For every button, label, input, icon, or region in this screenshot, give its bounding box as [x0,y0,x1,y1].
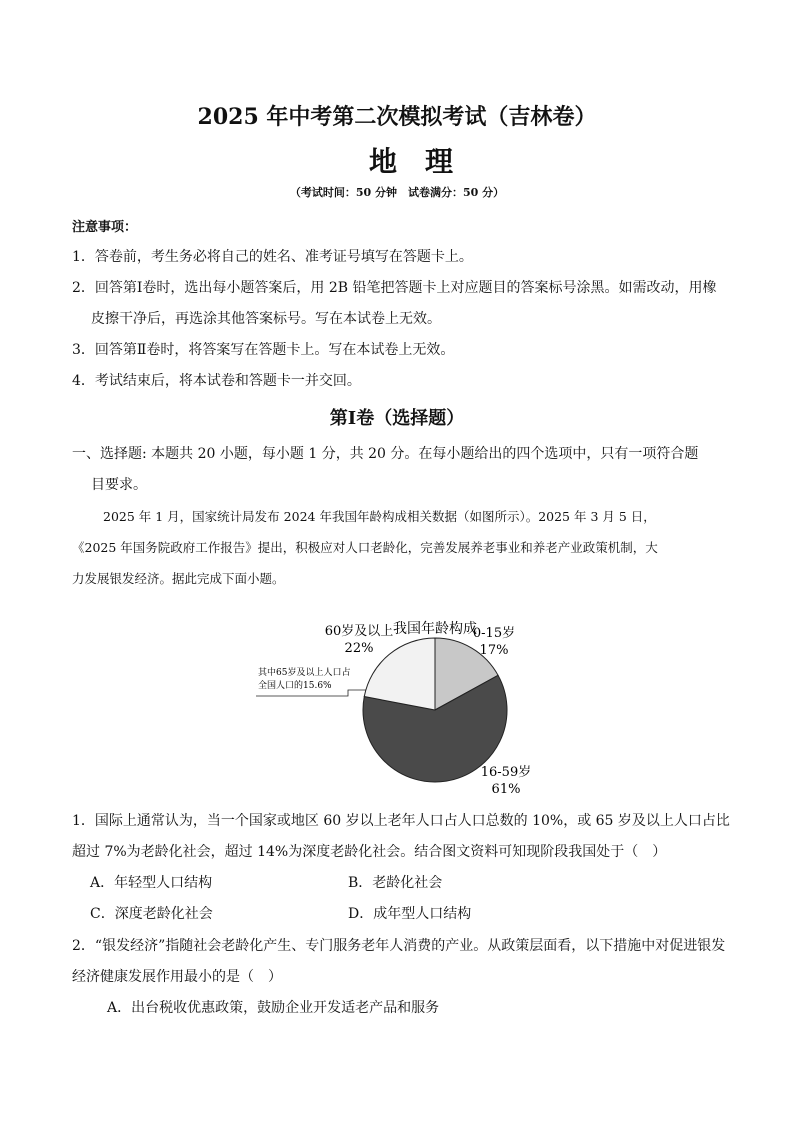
exam-title: 2025 年中考第二次模拟考试（吉林卷） [197,104,597,130]
notice-item: 4．考试结束后，将本试卷和答题卡一并交回。 [72,373,361,389]
notice-item: 2．回答第Ⅰ卷时，选出每小题答案后，用 2B 铅笔把答题卡上对应题目的答案标号涂黑。如需改动，用橡 [72,280,717,296]
material-text: 力发展银发经济。据此完成下面小题。 [72,571,285,586]
slice-label-0-15: 0-15岁 [472,626,516,641]
slice-value-0-15: 17% [479,643,509,658]
annotation-text: 其中65岁及以上人口占 [258,668,351,678]
question-1-stem: 1．国际上通常认为，当一个国家或地区 60 岁以上老年人口占人口总数的 10%，或 65 岁及以上人口占比 [72,813,730,829]
question-2-option-a: A．出台税收优惠政策，鼓励企业开发适老产品和服务 [107,1000,440,1016]
question-1-option-b: B．老龄化社会 [348,875,443,891]
slice-label-60plus: 60岁及以上 [324,624,394,639]
question-1-option-a: A．年轻型人口结构 [90,875,213,891]
section-instruction-continuation: 目要求。 [91,477,147,493]
notice-item: 3．回答第Ⅱ卷时，将答案写在答题卡上。写在本试卷上无效。 [72,342,455,358]
section-title: 第Ⅰ卷（选择题） [329,408,465,429]
question-1-option-c: C．深度老龄化社会 [90,906,213,922]
slice-value-16-59: 61% [491,782,521,797]
slice-value-60plus: 22% [344,641,374,656]
material-text: 2025 年 1 月，国家统计局发布 2024 年我国年龄构成相关数据（如图所示）。2025 年 3 月 5 日， [103,509,656,524]
question-2-stem-continuation: 经济健康发展作用最小的是（ ） [72,969,282,985]
question-1-stem-continuation: 超过 7%为老龄化社会，超过 14%为深度老龄化社会。结合图文资料可知现阶段我国处于（ ） [72,844,667,860]
annotation-text: 全国人口的15.6% [258,681,332,691]
section-instruction: 一、选择题: 本题共 20 小题，每小题 1 分，共 20 分。在每小题给出的四个选项中，只有一项符合题 [72,446,699,462]
question-1-option-d: D．成年型人口结构 [348,906,472,922]
notice-item: 1．答卷前，考生务必将自己的姓名、准考证号填写在答题卡上。 [72,249,473,265]
material-text: 《2025 年国务院政府工作报告》提出，积极应对人口老龄化，完善发展养老事业和养老产业政策机制，大 [72,540,658,555]
exam-info: （考试时间：50 分钟 试卷满分：50 分） [289,186,505,199]
chart-title: 我国年龄构成 [393,621,477,637]
notice-item-continuation: 皮擦干净后，再选涂其他答案标号。写在本试卷上无效。 [91,311,441,327]
slice-label-16-59: 16-59岁 [480,765,532,780]
notice-heading: 注意事项： [72,220,138,235]
subject-title: 地理 [368,145,481,178]
question-2-stem: 2．“银发经济”指随社会老龄化产生、专门服务老年人消费的产业。从政策层面看，以下措施中对促进银发 [72,938,726,954]
age-structure-pie-chart [248,618,548,800]
